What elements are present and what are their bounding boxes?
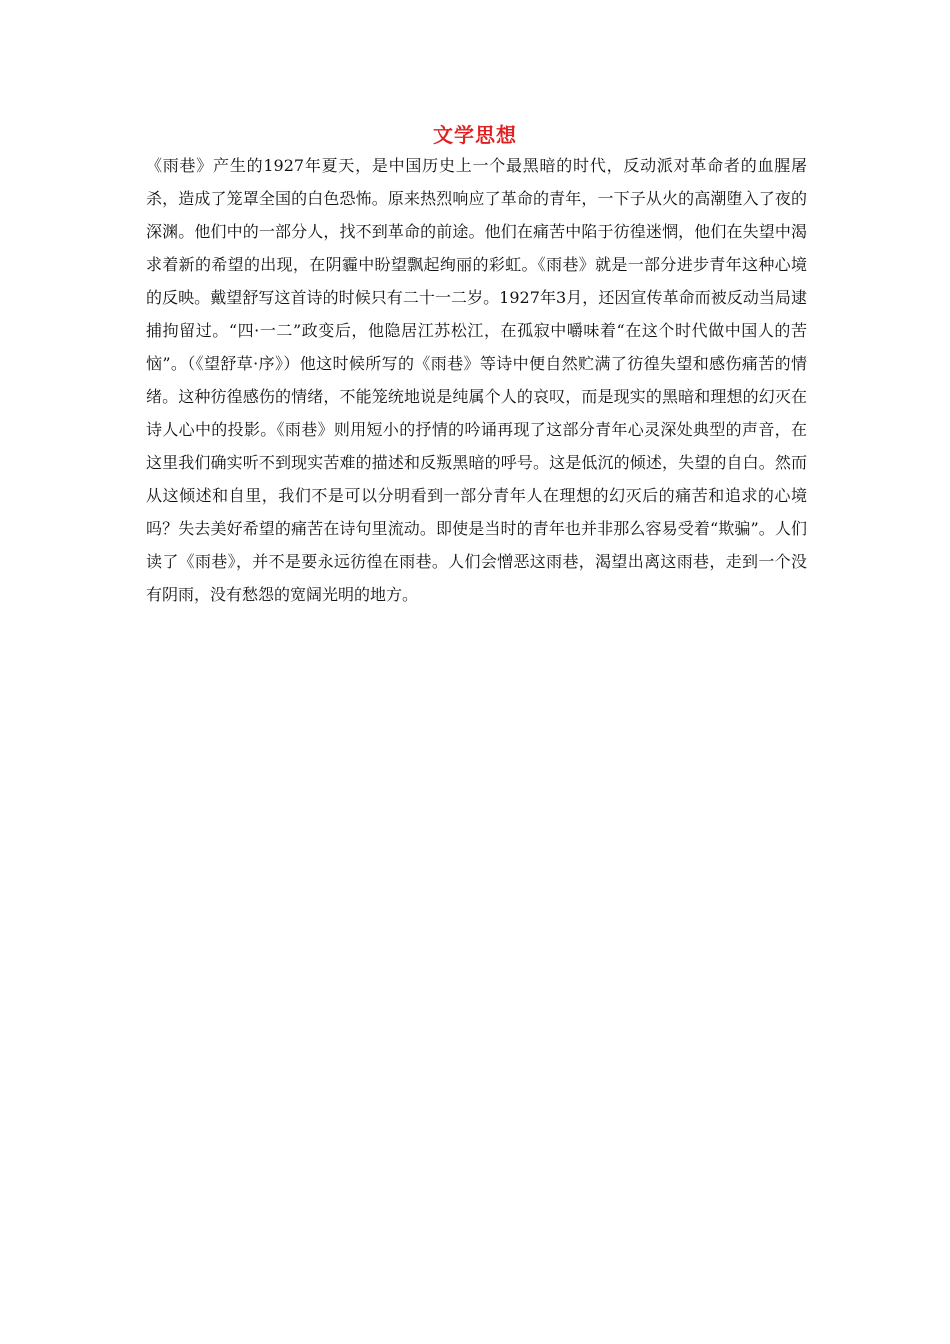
document-title: 文学思想 — [433, 123, 517, 147]
document-body-paragraph: 《雨巷》产生的1927年夏天，是中国历史上一个最黑暗的时代，反动派对革命者的血腥屠杀，造成了笼罩全国的白色恐怖。原来热烈响应了革命的青年，一下子从火的高潮堕入了夜的深渊。他们中的一部分人，找不到革命的前途。他们在痛苦中陷于彷徨迷惘，他们在失望中渴求着新的希望的出现，在阴霾中盼望飘起绚丽的彩虹。《雨巷》就是一部分进步青年这种心境的反映。戴望舒写这首诗的时候只有二十一二岁。1927年3月，还因宣传革命而被反动当局逮捕拘留过。“四·一二”政变后，他隐居江苏松江，在孤寂中嚼味着“在这个时代做中国人的苦恼”。（《望舒草·序》）他这时候所写的《雨巷》等诗中便自然贮满了彷徨失望和感伤痛苦的情绪。这种彷徨感伤的情绪，不能笼统地说是纯属个人的哀叹，而是现实的黑暗和理想的幻灭在诗人心中的投影。《雨巷》则用短小的抒情的吟诵再现了这部分青年心灵深处典型的声音，在这里我们确实听不到现实苦难的描述和反叛黑暗的呼号。这是低沉的倾述，失望的自白。然而从这倾述和自里，我们不是可以分明看到一部分青年人在理想的幻灭后的痛苦和追求的心境吗？失去美好希望的痛苦在诗句里流动。即使是当时的青年也并非那么容易受着“欺骗”。人们读了《雨巷》，并不是要永远彷徨在雨巷。人们会憎恶这雨巷，渴望出离这雨巷，走到一个没有阴雨，没有愁怨的宽阔光明的地方。 — [146, 156, 807, 604]
